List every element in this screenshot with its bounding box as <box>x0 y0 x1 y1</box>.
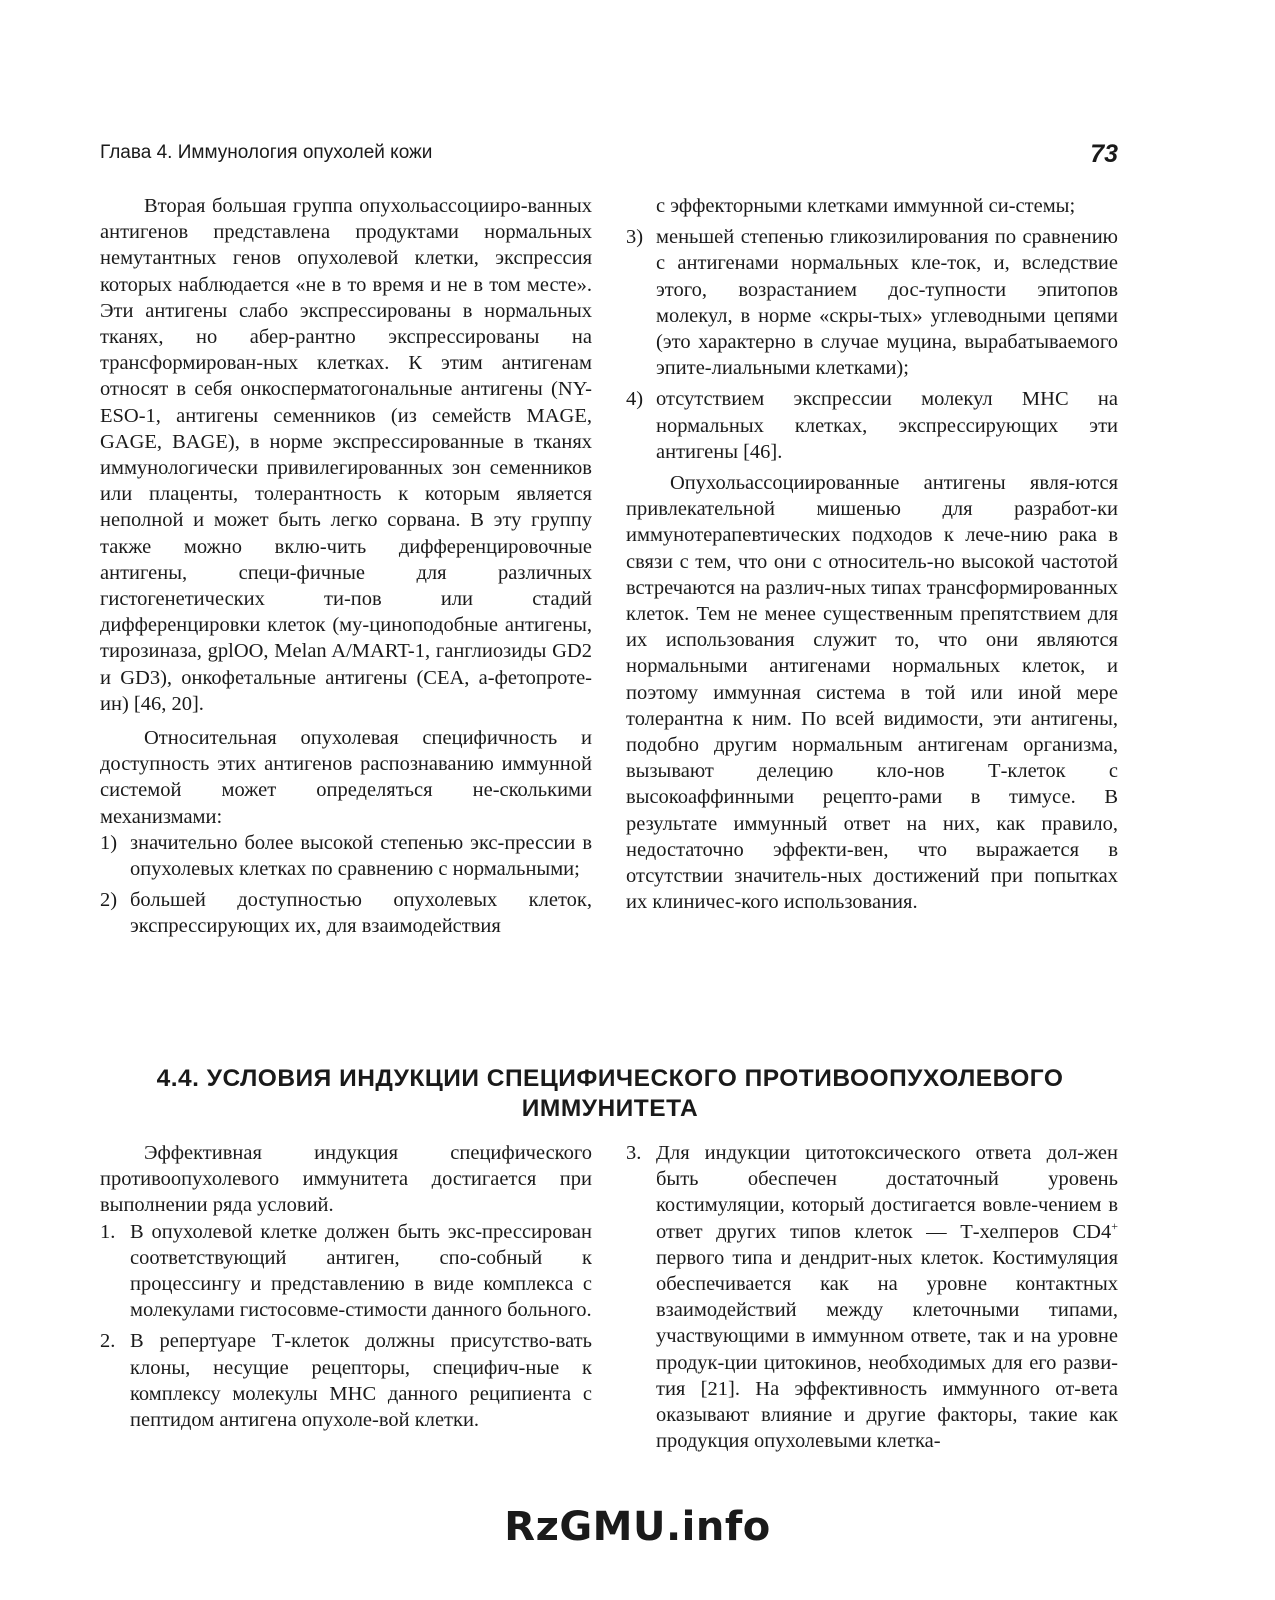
column-bottom-right <box>626 1140 1118 1459</box>
section-heading-line: ИММУНИТЕТА <box>521 1095 699 1122</box>
list-item-number: 4) <box>626 388 644 411</box>
section-heading <box>80 1064 1140 1124</box>
list-item <box>100 1219 592 1324</box>
mechanism-list-continued <box>626 193 1118 465</box>
conditions-list <box>100 1219 592 1434</box>
list-item-number: 3) <box>626 226 644 249</box>
list-item <box>626 1140 1118 1454</box>
paragraph: Вторая большая группа опухольассоцииро-ванных антигенов представлена продуктами нормальных немутантных генов опухолевой клетки, экспрессия которых наблюдается «не в то время и не в том месте». Эти антигены слабо экспрессированы в нормальных тканях, но абер-рантно экспрессированы на трансформирован-ных клетках. К этим антигенам относят в себя онкосперматогональные антигены (NY-ESO-1, антигены семенников (из семейств MAGE, GAGE, BAGE), в норме экспрессированные в тканях иммунологически привилегированных зон семенников или плаценты, толерантность к которым является неполной и может быть легко сорвана. В эту группу также можно вклю-чить дифференцировочные антигены, специ-фичные для различных гистогенетических ти-пов или стадий дифференцировки клеток (му-циноподобные антигены, тирозиназа, gplOO, Melan A/MART-1, ганглиозиды GD2 и GD3), онкофетальные антигены (CEA, а-фетопроте-ин) [46, 20]. <box>100 195 592 715</box>
list-item-text: значительно более высокой степенью экс-прессии в опухолевых клетках по сравнению с нормальными; <box>130 831 592 881</box>
list-item-number: 2) <box>100 889 118 912</box>
list-item-text: большей доступностью опухолевых клеток, экспрессирующих их, для взаимодействия <box>130 889 592 938</box>
list-item-text: отсутствием экспрессии молекул MHC на нормальных клетках, экспрессирующих эти антигены [46]. <box>656 388 1118 463</box>
list-item-continuation <box>626 193 1118 219</box>
list-item-text: В опухолевой клетке должен быть экс-прессирован соответствующий антиген, спо-собный к процессингу и представлению в виде комплекса с молекулами гистосовме-стимости данного больного. <box>130 1220 592 1322</box>
section-heading-line: 4.4. УСЛОВИЯ ИНДУКЦИИ СПЕЦИФИЧЕСКОГО ПРОТИВООПУХОЛЕВОГО <box>156 1065 1064 1092</box>
list-item-text: В репертуаре Т-клеток должны присутство-вать клоны, несущие рецепторы, специфич-ные к комплексу молекулы MHC данного реципиента с пептидом антигена опухоле-вой клетки. <box>130 1330 592 1432</box>
column-top-left <box>100 193 592 945</box>
paragraph: Эффективная индукция специфического противоопухолевого иммунитета достигается при выполнении ряда условий. <box>100 1142 592 1217</box>
paragraph: Относительная опухолевая специфичность и доступность этих антигенов распознаванию иммунной системой может определяться не-сколькими механизмами: <box>100 727 592 828</box>
running-header <box>100 140 1118 180</box>
mechanism-list <box>100 830 592 940</box>
chapter-title: Глава 4. Иммунология опухолей кожи <box>100 142 433 163</box>
column-top-right <box>626 193 1118 915</box>
list-item-text: с эффекторными клетками иммунной си-стемы; <box>656 195 1076 217</box>
list-item-text-end: первого типа и дендрит-ных клеток. Костимуляция обеспечивается как на уровне контактных взаимодействий между клеточными типами, участвующими в иммунном ответе, так и на уровне продук-ции цитокинов, необходимых для его разви-тия [21]. На эффективность иммунного от-вета оказывают влияние и другие факторы, такие как продукция опухолевыми клетка- <box>656 1246 1118 1453</box>
list-item-text-start: Для индукции цитотоксического ответа дол-жен быть обеспечен достаточный уровень костимуляции, который достигается вовле-чением в ответ других типов клеток — Т-хелперов CD4 <box>656 1142 1118 1243</box>
list-item <box>626 386 1118 465</box>
superscript: + <box>1111 1218 1118 1233</box>
list-item-text: меньшей степенью гликозилирования по сравнению с антигенами нормальных кле-ток, и, вследствие этого, возрастанием дос-тупности эпитопов молекул, в норме «скры-тых» углеводными цепями (это характерно в случае муцина, вырабатываемого эпите-лиальными клетками); <box>656 226 1118 380</box>
list-item <box>100 887 592 939</box>
list-item-number: 2. <box>100 1330 116 1353</box>
conditions-list-continued <box>626 1140 1118 1454</box>
page-number: 73 <box>1090 140 1118 168</box>
list-item <box>100 830 592 882</box>
list-item-number: 1) <box>100 831 118 854</box>
list-item <box>626 224 1118 381</box>
list-item-number: 1. <box>100 1220 116 1243</box>
paragraph: Опухольассоциированные антигены явля-ются привлекательной мишенью для разработ-ки иммунотерапевтических подходов к лече-нию рака в связи с тем, что они с относитель-но высокой частотой встречаются на различ-ных типах трансформированных клеток. Тем не менее существенным препятствием для их использования служит то, что они являются нормальными антигенами нормальных клеток, и поэтому иммунная система в той или иной мере толерантна к ним. По всей видимости, эти антигены, подобно другим нормальным антигенам организма, вызывают делецию кло-нов Т-клеток с высокоаффинными рецепто-рами в тимусе. В результате иммунный ответ на них, как правило, недостаточно эффекти-вен, что выражается в отсутствии значитель-ных достижений при попытках их клиничес-кого использования. <box>626 472 1118 914</box>
watermark: RzGMU.info <box>504 1504 771 1550</box>
column-bottom-left <box>100 1140 592 1438</box>
list-item-number: 3. <box>626 1142 642 1164</box>
list-item <box>100 1328 592 1433</box>
